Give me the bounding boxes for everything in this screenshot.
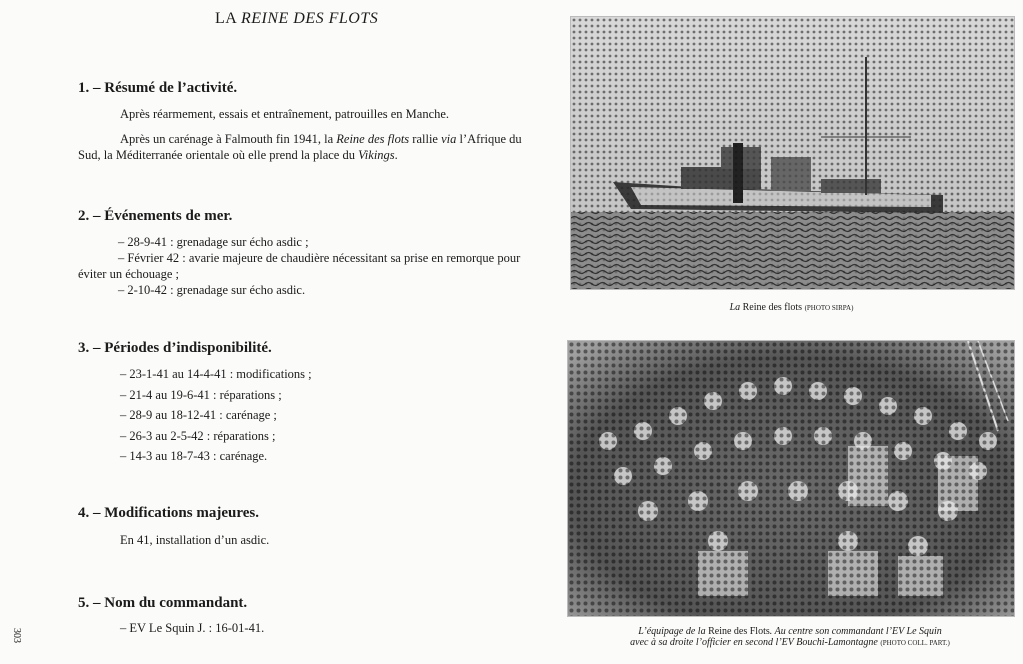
crew-caption-line-2: avec à sa droite l’officier en second l’EV Bouchi-Lamontagne (PHOTO COLL. PART.)	[630, 637, 950, 648]
period-item: – 23-1-41 au 14-4-41 : modifications ;	[120, 367, 312, 381]
period-item: – 14-3 au 18-7-43 : carénage.	[120, 449, 268, 463]
section-1-paragraph-1: Après réarmement, essais et entraînement, patrouilles en Manche.	[120, 107, 450, 121]
crew-caption-line-1: L’équipage de la Reine des Flots. Au centre son commandant l’EV Le Squin	[638, 626, 942, 637]
section-2-heading: 2. – Événements de mer.	[78, 208, 233, 224]
section-5-text: – EV Le Squin J. : 16-01-41.	[120, 621, 265, 635]
section-4-text: En 41, installation d’un asdic.	[120, 533, 270, 547]
section-1-heading: 1. – Résumé de l’activité.	[78, 80, 238, 96]
period-item: – 28-9 au 18-12-41 : carénage ;	[120, 408, 277, 422]
period-item: – 26-3 au 2-5-42 : réparations ;	[120, 428, 276, 443]
event-item: – 28-9-41 : grenadage sur écho asdic ;	[118, 235, 309, 249]
crew-photo	[567, 340, 1015, 617]
section-2-list	[78, 234, 533, 298]
section-4-heading: 4. – Modifications majeures.	[78, 505, 259, 521]
ship-photo	[570, 16, 1015, 290]
section-3-heading: 3. – Périodes d’indisponibilité.	[78, 340, 272, 356]
section-3-list	[120, 364, 312, 467]
section-5-heading: 5. – Nom du commandant.	[78, 595, 248, 611]
ship-image	[571, 17, 1014, 289]
page-title: LA REINE DES FLOTS	[215, 10, 379, 27]
event-item: – Février 42 : avarie majeure de chaudière nécessitant sa prise en remorque pour éviter un échouage ;	[78, 251, 521, 281]
period-item: – 21-4 au 19-6-41 : réparations ;	[120, 387, 282, 402]
crew-photo-caption	[567, 626, 1013, 649]
page-number: 303	[11, 628, 22, 643]
section-1-paragraph-2: Après un carénage à Falmouth fin 1941, la Reine des flots rallie via l’Afrique du Sud, la Méditerranée orientale où elle prend la place du Vikings.	[78, 132, 522, 162]
crew-image	[568, 341, 1014, 616]
ship-photo-caption: La Reine des flots (PHOTO SIRPA)	[729, 302, 854, 313]
event-item: – 2-10-42 : grenadage sur écho asdic.	[118, 283, 306, 297]
